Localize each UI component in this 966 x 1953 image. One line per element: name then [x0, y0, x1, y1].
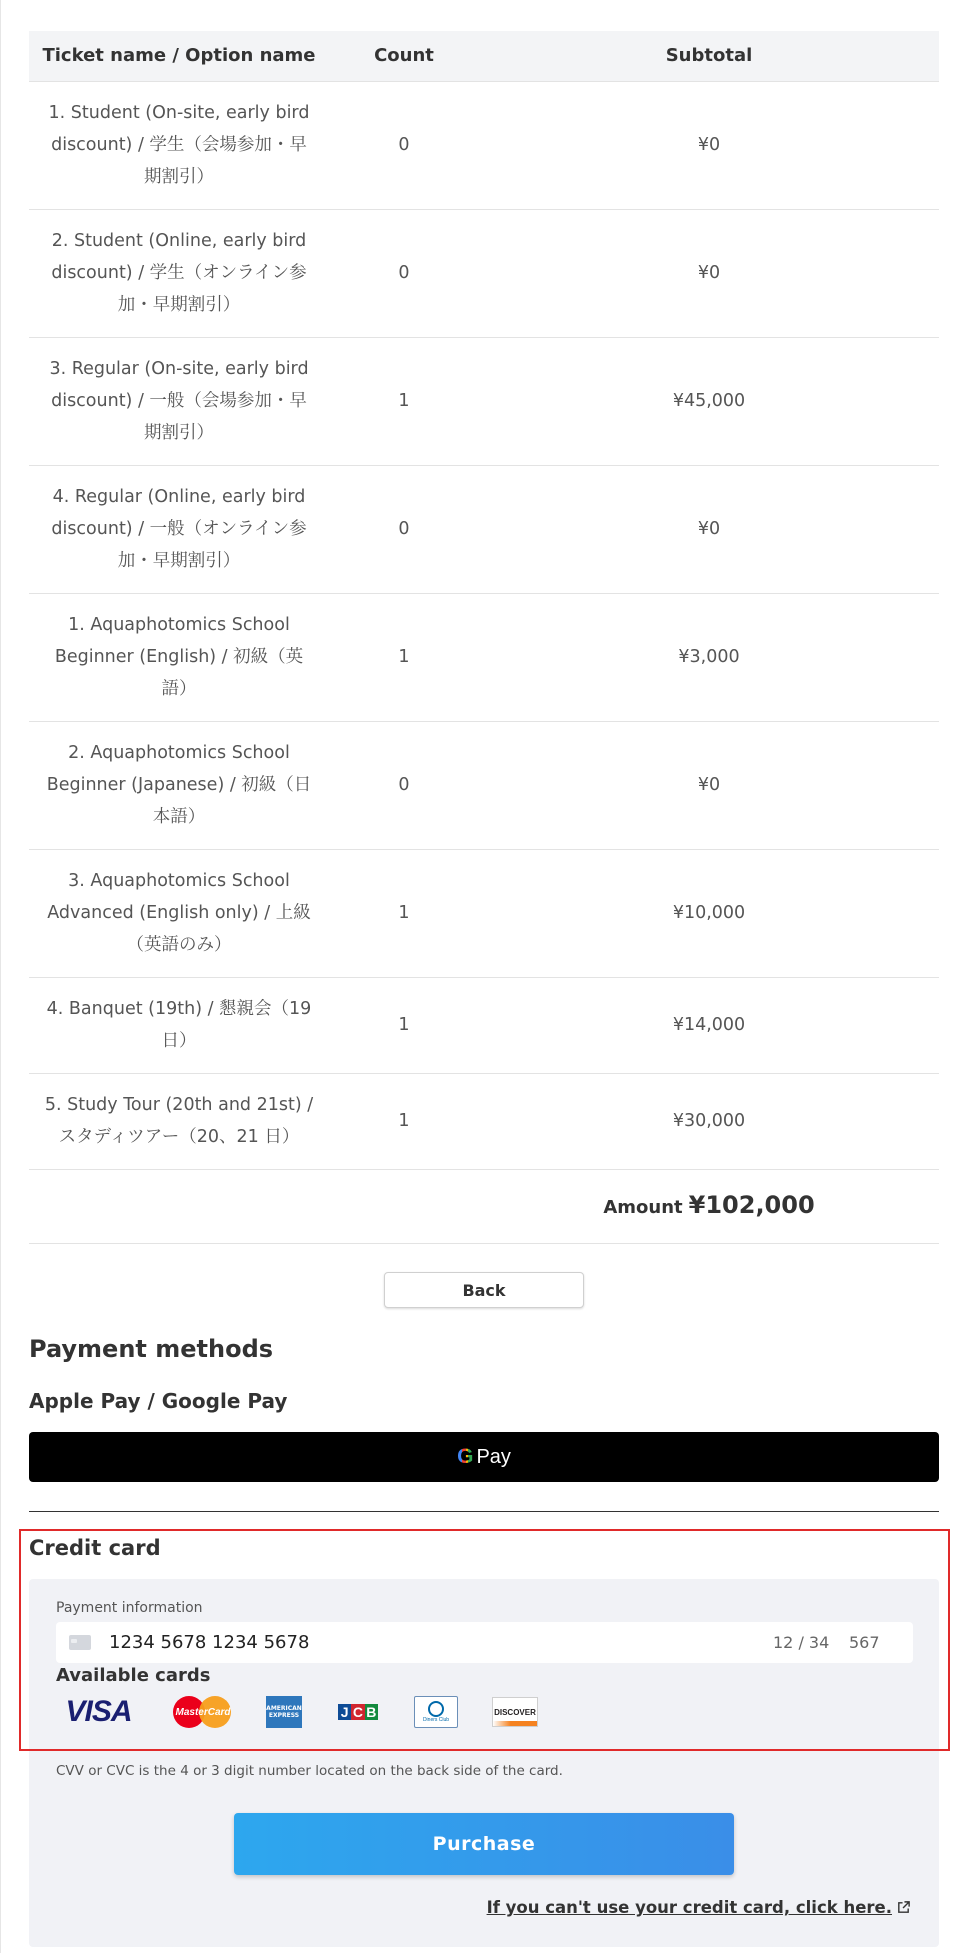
ticket-subtotal: ¥0 — [479, 209, 939, 337]
total-cell — [479, 1169, 939, 1243]
table-row — [29, 1073, 939, 1169]
option-name: 1. Aquaphotomics School Beginner (English) / 初級（英語） — [29, 593, 329, 721]
table-row — [29, 465, 939, 593]
google-pay-button[interactable] — [29, 1432, 939, 1482]
ticket-subtotal: ¥0 — [479, 81, 939, 209]
amount-value: ¥102,000 — [688, 1190, 815, 1219]
column-header-name: Ticket name / Option name — [29, 31, 329, 81]
option-name: 4. Banquet (19th) / 懇親会（19日） — [29, 977, 329, 1073]
amount-label: Amount — [603, 1196, 683, 1218]
ticket-name: 4. Regular (Online, early bird discount) / 一般（オンライン参加・早期割引） — [29, 465, 329, 593]
table-row — [29, 721, 939, 849]
option-subtotal: ¥30,000 — [479, 1073, 939, 1169]
option-count: 0 — [329, 721, 479, 849]
order-summary-table — [29, 31, 939, 1244]
ticket-subtotal: ¥45,000 — [479, 337, 939, 465]
credit-card-highlight-box — [19, 1529, 950, 1751]
ticket-subtotal: ¥0 — [479, 465, 939, 593]
mastercard-logo-icon: MasterCard — [173, 1694, 233, 1730]
total-row — [29, 1169, 939, 1243]
table-row — [29, 593, 939, 721]
amex-logo-icon: AMERICAN EXPRESS — [266, 1696, 302, 1728]
table-row — [29, 81, 939, 209]
google-g-icon: G — [457, 1445, 474, 1468]
ticket-count: 0 — [329, 81, 479, 209]
option-count: 1 — [329, 977, 479, 1073]
ticket-name: 2. Student (Online, early bird discount) / 学生（オンライン参加・早期割引） — [29, 209, 329, 337]
google-pay-label: Pay — [476, 1445, 511, 1468]
column-header-count: Count — [329, 31, 479, 81]
ticket-count: 0 — [329, 209, 479, 337]
option-count: 1 — [329, 849, 479, 977]
option-name: 3. Aquaphotomics School Advanced (English only) / 上級（英語のみ） — [29, 849, 329, 977]
jcb-logo-icon: J C B — [338, 1696, 378, 1728]
ticket-count: 0 — [329, 465, 479, 593]
card-expiry-input[interactable]: 12 / 34 — [773, 1633, 830, 1652]
card-number-input[interactable]: 1234 5678 1234 5678 — [109, 1632, 310, 1653]
payment-methods-heading: Payment methods — [29, 1335, 274, 1363]
section-divider — [29, 1511, 939, 1512]
option-count: 1 — [329, 593, 479, 721]
table-row — [29, 977, 939, 1073]
table-row — [29, 209, 939, 337]
table-row — [29, 337, 939, 465]
external-link-icon — [896, 1900, 911, 1915]
discover-logo-icon: DISCOVER — [492, 1697, 538, 1727]
option-subtotal: ¥3,000 — [479, 593, 939, 721]
back-button[interactable]: Back — [384, 1272, 584, 1308]
table-header-row — [29, 31, 939, 81]
option-subtotal: ¥0 — [479, 721, 939, 849]
column-header-subtotal: Subtotal — [479, 31, 939, 81]
credit-card-heading: Credit card — [29, 1536, 161, 1560]
option-count: 1 — [329, 1073, 479, 1169]
option-name: 5. Study Tour (20th and 21st) / スタディツアー（20、21 日） — [29, 1073, 329, 1169]
diners-club-logo-icon: Diners Club — [414, 1696, 458, 1728]
ticket-name: 1. Student (On-site, early bird discount) / 学生（会場参加・早期割引） — [29, 81, 329, 209]
table-row — [29, 849, 939, 977]
cvv-note: CVV or CVC is the 4 or 3 digit number located on the back side of the card. — [56, 1763, 563, 1779]
wallet-heading: Apple Pay / Google Pay — [29, 1389, 288, 1413]
available-cards-label: Available cards — [56, 1665, 211, 1686]
purchase-button[interactable]: Purchase — [234, 1813, 734, 1875]
card-cvc-input[interactable]: 567 — [849, 1633, 880, 1652]
alternative-payment-link-text: If you can't use your credit card, click here. — [486, 1898, 892, 1917]
payment-information-label: Payment information — [56, 1600, 203, 1616]
ticket-name: 3. Regular (On-site, early bird discount) / 一般（会場参加・早期割引） — [29, 337, 329, 465]
option-name: 2. Aquaphotomics School Beginner (Japanese) / 初級（日本語） — [29, 721, 329, 849]
alternative-payment-link[interactable] — [487, 1898, 911, 1917]
visa-logo-icon: VISA — [65, 1695, 132, 1728]
option-subtotal: ¥10,000 — [479, 849, 939, 977]
option-subtotal: ¥14,000 — [479, 977, 939, 1073]
ticket-count: 1 — [329, 337, 479, 465]
